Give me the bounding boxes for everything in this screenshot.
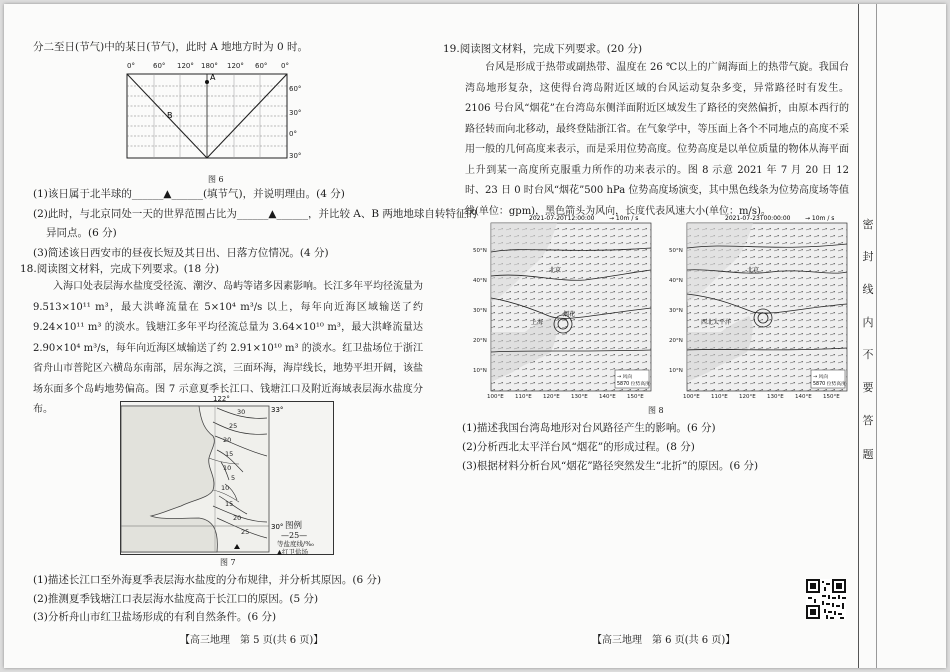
- fig7-iso: 25: [241, 528, 250, 536]
- fig8-lat: 50°N: [473, 248, 487, 254]
- fig8-lat: 50°N: [669, 248, 683, 254]
- fig7-iso: 5: [231, 474, 236, 482]
- fig8-legend-height: 5870 位势高度: [813, 382, 846, 387]
- fig8-lon: 100°E: [487, 394, 504, 400]
- fig8-lat: 20°N: [473, 338, 487, 344]
- q18-text: 入海口处表层海水盐度受径流、潮汐、岛屿等诸多因素影响。长江多年平均径流量为 9.513×10¹¹ m³，最大洪峰流量在 5×10⁴ m³/s 以上，每年向近海区域输送了约 9.24×10¹¹ m³ 的淡水。钱塘江多年平均径流总量为 3.64×10¹⁰ m³，最大洪峰流量达 2.90×10⁴ m³/s，每年向近海区域输送了约 2.91×10¹⁰ m³ 的淡水。红卫盐场位于浙江省舟山市普陀区六横岛东南部，居东海之滨，三面环海，海岸线长，地势平坦开阔，该盐场东面多个岛屿地势偏高。图 7 示意夏季长江口、钱塘江口及附近海域表层海水盐度分布。: [33, 281, 423, 415]
- q17-2b: 异同点。(6 分): [46, 227, 117, 239]
- fig8-lon: 150°E: [627, 394, 644, 400]
- fig7-legend-symbol: ▲红卫盐场: [277, 548, 308, 556]
- fig8-lon: 110°E: [515, 394, 532, 400]
- fig6-top-label: 0°: [281, 62, 289, 70]
- q17-3: (3)简述该日西安市的昼夜长短及其日出、日落方位情况。(4 分): [33, 247, 329, 259]
- q17-2: (2)此时，与北京同处一天的世界范围占比为______▲______，并比较 A、B 两地地球自转特征的: [33, 208, 477, 220]
- q17-1: (1)该日属于北半球的______▲______(填节气)，并说明理由。(4 分): [33, 188, 345, 200]
- fig6-right-label: 60°: [289, 85, 302, 93]
- binding-char: 内: [862, 316, 874, 329]
- fig6-top-label: 120°: [177, 62, 194, 70]
- fig6-right-label: 30°: [289, 152, 302, 160]
- fig8-caption: 图 8: [648, 406, 664, 415]
- fig7-iso: 10: [223, 464, 232, 472]
- figure-7: [120, 395, 334, 556]
- q18-title: 18.阅读图文材料，完成下列要求。(18 分): [20, 263, 220, 275]
- fig8-lon: 110°E: [711, 394, 728, 400]
- fig8-lon: 150°E: [823, 394, 840, 400]
- binding-char: 答: [862, 414, 874, 427]
- fig8-right-scale: → 10m / s: [805, 215, 835, 222]
- fig8-lon: 130°E: [767, 394, 784, 400]
- fig8-lon: 130°E: [571, 394, 588, 400]
- fig6-point-b: B: [167, 111, 173, 120]
- right-footer: 【高三地理 第 6 页(共 6 页)】: [592, 635, 736, 646]
- binding-char: 题: [862, 448, 874, 461]
- fig8-right-title: 2021-07-23T00:00:00: [725, 215, 791, 222]
- fig7-legend-line-desc: 等盐度线/‰: [277, 540, 314, 548]
- fig7-lat-bottom: 30°: [271, 523, 284, 531]
- fig8-legend-wind: → 风向: [617, 375, 633, 380]
- fig8-place: 北京: [549, 267, 562, 274]
- q19-2: (2)分析西北太平洋台风“烟花”的形成过程。(8 分): [462, 441, 695, 453]
- q19-1: (1)描述我国台湾岛地形对台风路径产生的影响。(6 分): [462, 422, 716, 434]
- fig8-lat: 40°N: [473, 278, 487, 284]
- left-footer: 【高三地理 第 5 页(共 6 页)】: [180, 635, 324, 646]
- fig7-iso: 20: [223, 436, 232, 444]
- fig8-lon: 120°E: [543, 394, 560, 400]
- fig7-lat-top: 33°: [271, 406, 284, 414]
- q18-3: (3)分析舟山市红卫盐场形成的有利自然条件。(6 分): [33, 611, 277, 623]
- fig7-iso: 15: [225, 450, 234, 458]
- q18-2: (2)推测夏季钱塘江口表层海水盐度高于长江口的原因。(5 分): [33, 593, 319, 605]
- fig7-legend-title: 图例: [285, 521, 303, 531]
- fig6-top-label: 120°: [227, 62, 244, 70]
- fig7-caption: 图 7: [220, 558, 236, 567]
- fig7-iso: 25: [229, 422, 238, 430]
- figure-8: [465, 212, 847, 402]
- binding-line-outer: [876, 4, 877, 668]
- qr-code-icon: [806, 579, 846, 619]
- fig8-lat: 10°N: [473, 368, 487, 374]
- fig8-lat: 30°N: [669, 308, 683, 314]
- fig7-iso: 20: [233, 514, 242, 522]
- fig8-place: 上海: [531, 319, 544, 326]
- fig8-legend-wind: → 风向: [813, 375, 829, 380]
- fig8-lon: 100°E: [683, 394, 700, 400]
- fig7-iso: 15: [225, 500, 234, 508]
- fig8-lon: 140°E: [599, 394, 616, 400]
- fig6-caption: 图 6: [208, 175, 224, 184]
- q18-1: (1)描述长江口至外海夏季表层海水盐度的分布规律，并分析其原因。(6 分): [33, 574, 382, 586]
- fig7-lon-label: 122°: [213, 395, 230, 403]
- fig8-lon: 140°E: [795, 394, 812, 400]
- fig8-left-scale: → 10m / s: [609, 215, 639, 222]
- fig8-lat: 10°N: [669, 368, 683, 374]
- fig6-top-label: 60°: [153, 62, 166, 70]
- fig7-legend-line: —25—: [281, 531, 308, 540]
- q19-text: 台风是形成于热带或副热带、温度在 26 ℃以上的广阔海面上的热带气旋。我国台湾岛地形复杂，这使得台湾岛附近区域的台风运动复杂多变，异常路径时有发生。2106 号台风“烟花”在台湾岛东侧洋面附近区域发生了路径的突然偏折，由原本西行的路径转而向北移动，最终登陆浙江省。在气象学中，等压面上各个不同地点的高度不采用一般的几何高度来表示，而是采用位势高度。位势高度是以单位质量的物体从海平面上升到某一高度所克服重力所作的功来表示的。图 8 示意 2021 年 7 月 20 日 12 时、23 日 0 时台风“烟花”500 hPa 位势高度场演变，其中黑色线条为位势高度场等值线(单位：gpm)，黑色箭头为风向，长度代表风速大小(单位：m/s)。: [465, 62, 849, 217]
- fig7-iso: 10: [221, 484, 230, 492]
- fig8-lon: 120°E: [739, 394, 756, 400]
- q19-3: (3)根据材料分析台风“烟花”路径突然发生“北折”的原因。(6 分): [462, 460, 759, 472]
- fig7-iso: 30: [237, 408, 246, 416]
- fig6-point-a: A: [210, 73, 216, 82]
- fig8-left-title: 2021-07-20T12:00:00: [529, 215, 595, 222]
- fig6-right-label: 30°: [289, 109, 302, 117]
- binding-char: 不: [862, 348, 874, 361]
- fig8-lat: 20°N: [669, 338, 683, 344]
- binding-char: 封: [862, 250, 874, 263]
- binding-char: 密: [862, 218, 874, 231]
- binding-line: [858, 4, 859, 668]
- figure-6: [115, 60, 310, 172]
- fig8-place: 烟花: [563, 311, 576, 318]
- q19-title: 19.阅读图文材料，完成下列要求。(20 分): [443, 43, 643, 55]
- fig6-right-label: 0°: [289, 130, 297, 138]
- fig8-lat: 40°N: [669, 278, 683, 284]
- binding-char: 要: [862, 381, 874, 394]
- fig6-top-label: 180°: [201, 62, 218, 70]
- fig6-top-label: 60°: [255, 62, 268, 70]
- fig8-legend-height: 5870 位势高度: [617, 382, 650, 387]
- fig6-top-label: 0°: [127, 62, 135, 70]
- fig8-lat: 30°N: [473, 308, 487, 314]
- fig8-place: 北京: [747, 267, 760, 274]
- fig8-place: 西北太平洋: [701, 319, 732, 326]
- binding-char: 线: [862, 283, 874, 296]
- q17-intro: 分二至日(节气)中的某日(节气)，此时 A 地地方时为 0 时。: [33, 41, 308, 53]
